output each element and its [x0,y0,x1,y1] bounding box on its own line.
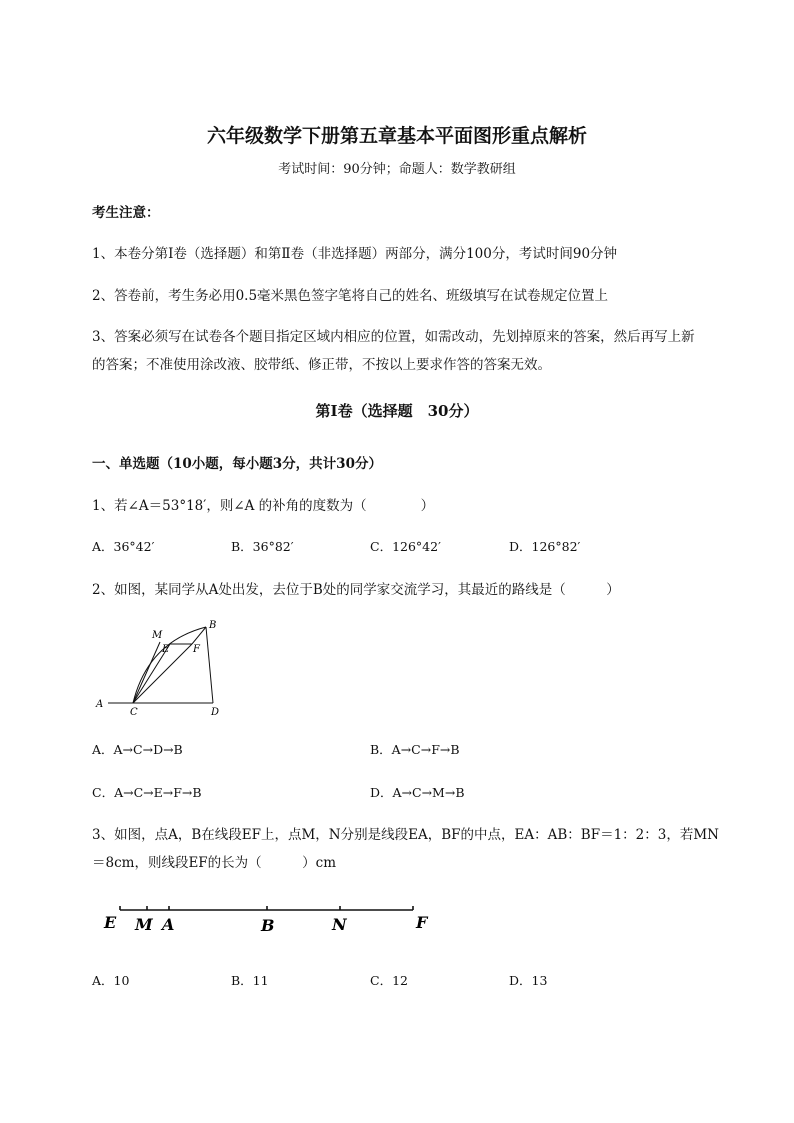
q2-label-e: E [162,644,170,655]
notice-heading: 考生注意： [92,205,160,221]
q2-option-d[interactable]: D．A→C→M→B [370,785,465,800]
q3-label-f: F [416,913,428,932]
q1-option-a[interactable]: A．36°42′ [92,539,155,554]
question-3-stem: 3、如图，点A，B在线段EF上，点M，N分别是线段EA，BF的中点，EA：AB：BF＝1：2：3，若MN [92,827,719,843]
q3-option-d[interactable]: D．13 [509,973,548,988]
q3-label-n: N [332,915,347,934]
q2-label-m: M [152,630,163,641]
q3-label-b: B [261,916,275,935]
question-1-stem: 1、若∠A＝53°18′，则∠A 的补角的度数为（ ） [92,498,435,514]
page-title: 六年级数学下册第五章基本平面图形重点解析 [206,125,587,147]
q2-label-f: F [193,644,200,655]
notice-item-3: 3、答案必须写在试卷各个题目指定区域内相应的位置，如需改动，先划掉原来的答案，然后再写上新 [92,329,695,345]
q2-option-b[interactable]: B．A→C→F→B [370,742,460,757]
q1-option-d[interactable]: D．126°82′ [509,539,581,554]
section-title: 第Ⅰ卷（选择题 30分） [315,402,479,420]
q1-option-b[interactable]: B．36°82′ [231,539,294,554]
question-3-stem-cont: ＝8cm，则线段EF的长为（ ）cm [92,855,337,871]
q3-option-b[interactable]: B．11 [231,973,269,988]
q2-label-d: D [211,707,220,718]
q3-label-m: M [135,915,153,934]
q2-label-b: B [209,620,217,631]
q2-option-a[interactable]: A．A→C→D→B [92,742,183,757]
notice-item-1: 1、本卷分第Ⅰ卷（选择题）和第Ⅱ卷（非选择题）两部分，满分100分，考试时间90分钟 [92,246,618,262]
notice-item-3-cont: 的答案；不准使用涂改液、胶带纸、修正带，不按以上要求作答的答案无效。 [92,357,551,373]
exam-info: 考试时间：90分钟；命题人：数学教研组 [278,162,516,177]
part-heading: 一、单选题（10小题，每小题3分，共计30分） [92,456,382,472]
notice-item-2: 2、答卷前，考生务必用0.5毫米黑色签字笔将自己的姓名、班级填写在试卷规定位置上 [92,288,609,304]
q2-figure [92,616,232,721]
question-2-stem: 2、如图，某同学从A处出发，去位于B处的同学家交流学习，其最近的路线是（ ） [92,582,620,598]
q2-label-a: A [96,699,104,710]
q3-option-c[interactable]: C．12 [370,973,408,988]
q2-option-c[interactable]: C．A→C→E→F→B [92,785,202,800]
q3-option-a[interactable]: A．10 [92,973,130,988]
q3-label-a: A [162,915,175,934]
q1-option-c[interactable]: C．126°42′ [370,539,441,554]
q3-segment-figure [98,896,438,941]
q2-label-c: C [130,707,138,718]
q3-label-e: E [104,913,117,932]
